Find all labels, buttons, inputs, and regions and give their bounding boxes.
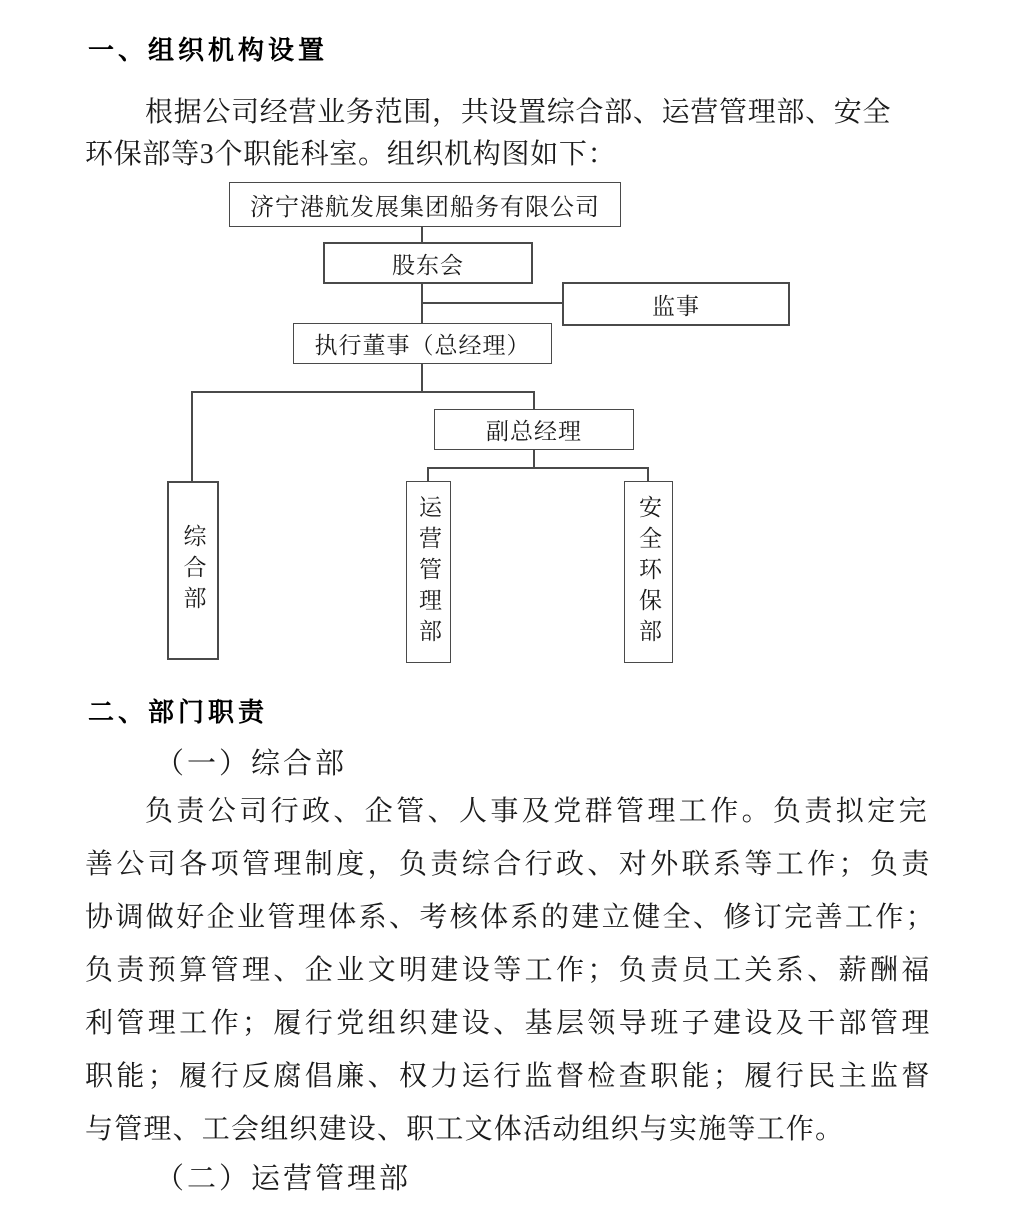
org-box-shareholders-meeting: 股东会 [323,242,533,284]
subsection1-heading: （一）综合部 [155,748,348,780]
intro-paragraph-line2: 环保部等3个职能科室。组织机构图如下： [85,139,617,170]
connector-row1-horizontal [191,391,535,393]
connector-to-operations-dept [427,467,429,482]
connector-to-general-dept [191,391,193,482]
body-line: 利管理工作；履行党组织建设、基层领导班子建设及干部管理 [85,1008,933,1039]
body-line: 协调做好企业管理体系、考核体系的建立健全、修订完善工作； [85,902,937,933]
org-box-operations-dept: 运营管理部 [406,481,451,663]
org-box-company: 济宁港航发展集团船务有限公司 [229,182,621,227]
org-box-safety-dept: 安全环保部 [624,481,673,663]
org-box-executive-director: 执行董事（总经理） [293,323,552,364]
connector-to-deputy [533,391,535,410]
connector-row2-horizontal [427,467,649,469]
connector-director-down [421,364,423,393]
body-line: 善公司各项管理制度，负责综合行政、对外联系等工作；负责 [85,849,933,880]
intro-paragraph-line1: 根据公司经营业务范围，共设置综合部、运营管理部、安全 [145,97,892,128]
section1-heading: 一、组织机构设置 [88,35,329,65]
connector-shareholders-to-director [421,284,423,324]
subsection2-heading: （二）运营管理部 [155,1163,412,1195]
connector-to-supervisor [421,302,562,304]
connector-company-to-shareholders [421,227,423,243]
org-box-deputy-general-manager: 副总经理 [434,409,634,450]
section2-heading: 二、部门职责 [88,697,269,727]
body-line: 职能；履行反腐倡廉、权力运行监督检查职能；履行民主监督 [85,1061,933,1092]
connector-to-safety-dept [647,467,649,482]
body-line: 负责预算管理、企业文明建设等工作；负责员工关系、薪酬福 [85,955,933,986]
org-box-general-dept: 综合部 [167,481,219,660]
body-line: 与管理、工会组织建设、职工文体活动组织与实施等工作。 [85,1114,845,1145]
body-line: 负责公司行政、企管、人事及党群管理工作。负责拟定完 [145,796,931,827]
org-box-supervisor: 监事 [562,282,790,326]
